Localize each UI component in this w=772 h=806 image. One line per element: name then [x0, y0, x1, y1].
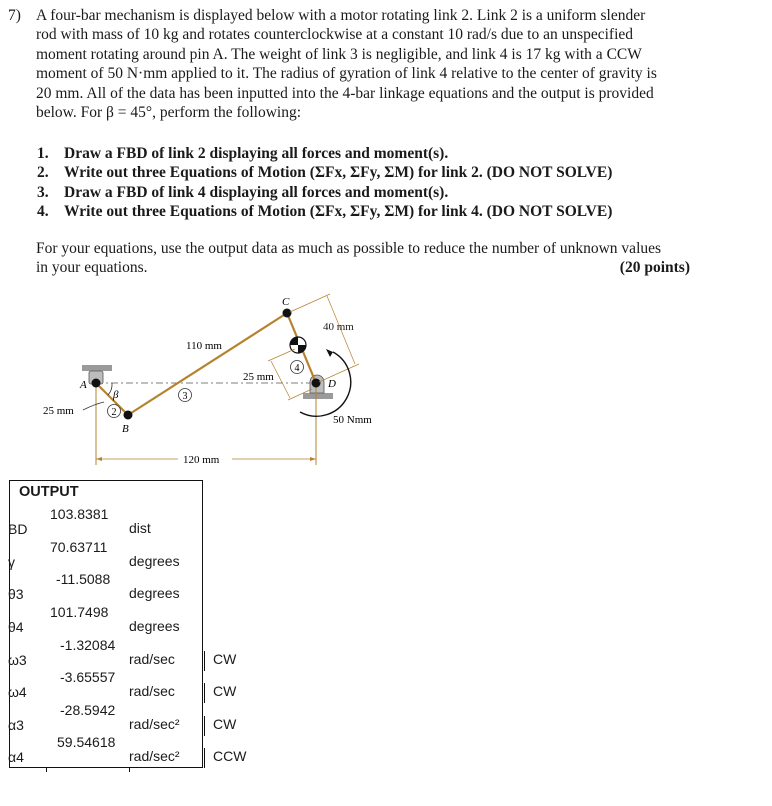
pin-c [283, 309, 292, 318]
note-line: in your equations. [36, 259, 148, 277]
four-bar-mechanism-diagram [0, 290, 400, 475]
task-item [37, 163, 612, 182]
svg-text:4: 4 [294, 363, 300, 374]
row-symbol: γ [8, 554, 15, 570]
pin-b [124, 411, 133, 420]
row-symbol: θ3 [8, 586, 24, 602]
output-row [0, 669, 260, 702]
task-number: 2. [37, 164, 49, 182]
point-a-label: A [80, 379, 87, 391]
task-number: 4. [37, 203, 49, 221]
dim-cg-label: 25 mm [243, 371, 274, 383]
pin-d [312, 379, 321, 388]
output-row [0, 702, 260, 735]
row-value: -3.65557 [60, 669, 116, 685]
problem-line: below. For β = 45°, perform the following: [36, 104, 302, 122]
row-direction: CW [204, 716, 236, 736]
pin-a [92, 379, 101, 388]
task-item [37, 202, 612, 221]
row-unit: degrees [129, 618, 180, 634]
task-list [37, 144, 612, 222]
problem-body [36, 6, 756, 122]
row-value: 59.54618 [57, 734, 116, 750]
link-3 [128, 313, 287, 415]
row-symbol: α4 [8, 749, 24, 765]
task-number: 1. [37, 145, 49, 162]
row-unit: rad/sec² [129, 716, 180, 732]
problem-line: moment rotating around pin A. The weight of link 3 is negligible, and link 4 is 17 kg with a CCW [36, 45, 642, 63]
row-symbol: α3 [8, 717, 24, 733]
task-text: Write out three Equations of Motion (ΣFx, ΣFy, ΣM) for link 4. (DO NOT SOLVE) [64, 203, 613, 221]
row-direction: CW [204, 651, 236, 671]
task-item [37, 144, 612, 163]
svg-text:2: 2 [111, 407, 117, 418]
row-value: 103.8381 [50, 506, 109, 522]
output-row [0, 734, 260, 767]
link-2-number [108, 405, 121, 419]
moment-arrowhead-icon [326, 349, 333, 357]
dim-cd-label: 40 mm [323, 321, 354, 333]
row-symbol: ω3 [8, 652, 27, 668]
row-symbol: BD [8, 521, 28, 537]
point-d-label: D [328, 378, 336, 390]
row-unit: degrees [129, 585, 180, 601]
row-unit: rad/sec [129, 651, 175, 667]
task-item [37, 183, 612, 202]
problem-number: 7) [8, 7, 21, 24]
output-row [0, 604, 260, 637]
dim-ab-label: 25 mm [43, 405, 74, 417]
task-text: Write out three Equations of Motion (ΣFx, ΣFy, ΣM) for link 2. (DO NOT SOLVE) [64, 164, 613, 182]
row-unit: rad/sec [129, 683, 175, 699]
output-row [0, 637, 260, 670]
row-value: -11.5088 [56, 571, 111, 587]
beta-label: β [113, 389, 119, 401]
task-text: Draw a FBD of link 4 displaying all forces and moment(s). [64, 183, 449, 201]
output-row [0, 571, 260, 604]
row-value: 70.63711 [50, 539, 108, 555]
task-text: Draw a FBD of link 2 displaying all forces and moment(s). [64, 145, 449, 162]
problem-line: rod with mass of 10 kg and rotates counterclockwise at a constant 10 rad/s due to an unspecified [36, 26, 634, 44]
note-line: For your equations, use the output data as much as possible to reduce the number of unknown values [36, 240, 662, 257]
problem-line: A four-bar mechanism is displayed below with a motor rotating link 2. Link 2 is a uniform slender [36, 7, 646, 24]
row-value: -28.5942 [60, 702, 116, 718]
row-unit: dist [129, 520, 151, 536]
points-label: (20 points) [619, 259, 690, 277]
row-unit: degrees [129, 553, 180, 569]
row-value: -1.32084 [60, 637, 116, 653]
svg-text:3: 3 [182, 391, 188, 402]
problem-line: moment of 50 N·mm applied to it. The radius of gyration of link 4 relative to the center of gravity is [36, 65, 657, 83]
row-value: 101.7498 [50, 604, 109, 620]
instructions-note [36, 239, 726, 278]
center-of-gravity-icon [290, 337, 306, 353]
task-number: 3. [37, 183, 49, 201]
table-grid-tick [129, 768, 130, 772]
row-direction: CW [204, 683, 236, 703]
output-title: OUTPUT [19, 484, 79, 500]
table-grid-tick [46, 768, 47, 772]
link-3-number [179, 389, 192, 403]
moment-label: 50 Nmm [333, 414, 372, 426]
point-b-label: B [122, 423, 129, 435]
problem-line: 20 mm. All of the data has been inputted into the 4-bar linkage equations and the output is provided [36, 84, 654, 102]
dim-ad-label: 120 mm [183, 454, 220, 466]
point-c-label: C [282, 296, 290, 308]
row-symbol: θ4 [8, 619, 24, 635]
row-unit: rad/sec² [129, 748, 180, 764]
dim-bc-label: 110 mm [186, 340, 222, 352]
link-4-number [291, 361, 304, 375]
output-row [0, 506, 260, 539]
row-direction: CCW [204, 748, 246, 768]
output-row [0, 539, 260, 572]
row-symbol: ω4 [8, 684, 27, 700]
